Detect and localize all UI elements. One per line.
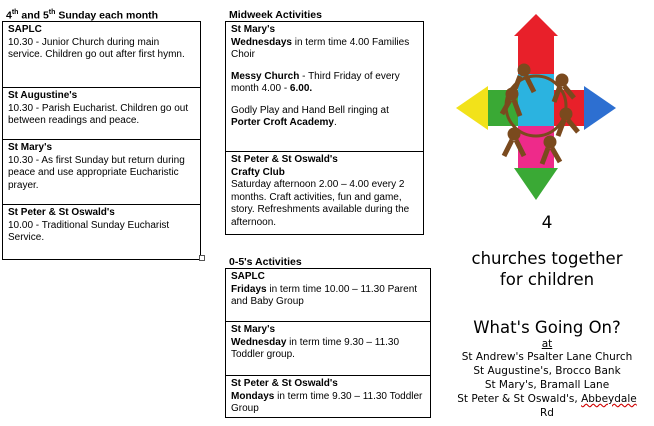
under5-entry — [226, 376, 430, 418]
sunday-entry — [3, 205, 200, 260]
activity-label: Messy Church — [231, 70, 300, 82]
entry-detail: in term time 9.30 – 11.30 Toddler group. — [231, 336, 400, 360]
time-label: 6.00. — [289, 83, 313, 94]
heading-sup: th — [11, 9, 19, 16]
at-label: at — [541, 338, 553, 350]
day-label: Mondays — [231, 390, 275, 402]
entry-title: St Peter & St Oswald's — [8, 207, 115, 218]
entry-text: 10.00 - Traditional Sunday Eucharist Service. — [8, 219, 170, 243]
logo-figure-head — [508, 128, 520, 140]
midweek-heading: Midweek Activities — [229, 9, 322, 21]
sunday-entry — [3, 22, 200, 88]
under5-entry — [226, 269, 430, 322]
entry-text — [231, 37, 419, 62]
logo-figure-head — [556, 74, 568, 86]
sunday-entry — [3, 140, 200, 205]
entry-title: St Peter & St Oswald's — [231, 378, 338, 389]
day-label: Wednesday — [231, 336, 287, 348]
entry-title: SAPLC — [8, 24, 42, 35]
entry-text — [231, 105, 419, 130]
entry-text — [231, 391, 426, 416]
entry-text: 10.30 - As first Sunday but return during peace and use appropriate Eucharistic prayer. — [8, 154, 185, 191]
under5-table — [225, 268, 431, 418]
sunday-heading — [6, 9, 158, 22]
tagline-line: churches together — [471, 249, 623, 268]
entry-detail: in term time 9.30 – 11.30 Toddler Group — [231, 390, 423, 414]
venue-label: Porter Croft Academy — [231, 117, 334, 128]
logo-center-block — [518, 74, 554, 126]
midweek-entry — [226, 152, 423, 235]
entry-text: 10.30 - Parish Eucharist. Children go out between readings and peace. — [8, 102, 189, 126]
church-list — [440, 350, 654, 420]
logo-left-arrow — [456, 86, 488, 130]
heading-sup: th — [48, 9, 56, 16]
entry-title: SAPLC — [231, 271, 265, 282]
entry-title: St Mary's — [231, 24, 276, 35]
heading-post: Sunday each month — [55, 9, 159, 22]
logo-figure-head — [544, 136, 556, 148]
midweek-table — [225, 21, 424, 235]
sunday-table — [2, 21, 201, 260]
entry-text: Saturday afternoon 2.00 – 4.00 every 2 months. Craft activities, fun and game, story. Refreshments available during the afternoon. — [231, 179, 410, 228]
midweek-entry — [226, 22, 423, 152]
entry-title: St Augustine's — [8, 90, 78, 101]
entry-text — [231, 71, 419, 96]
churches-count: 4 — [541, 213, 553, 233]
spellcheck-word: Abbeydale — [581, 393, 637, 405]
church-name: St Augustine's, Brocco Bank — [473, 365, 621, 377]
entry-detail: in term time 10.00 – 11.30 Parent and Baby Group — [231, 283, 418, 307]
entry-title: St Mary's — [8, 142, 53, 153]
whats-going-on-title: What's Going On? — [473, 318, 621, 337]
entry-subtitle: Crafty Club — [231, 166, 285, 178]
entry-detail: - Third Friday of every month 4.00 - — [231, 70, 400, 94]
heading-mid: and 5 — [18, 9, 49, 22]
tagline-line: for children — [499, 270, 595, 289]
table-resize-handle[interactable] — [199, 255, 205, 261]
logo-figure-head — [518, 64, 530, 76]
church-name — [440, 392, 654, 420]
church-name: St Mary's, Bramall Lane — [484, 379, 610, 391]
entry-text — [231, 337, 426, 362]
entry-title: St Mary's — [231, 324, 276, 335]
logo-right-arrow — [584, 86, 616, 130]
church-name: St Andrew's Psalter Lane Church — [461, 351, 633, 363]
entry-text: 10.30 - Junior Church during main service. Children go out after first hymn. — [8, 36, 185, 60]
day-label: Wednesdays — [231, 36, 292, 48]
logo-figure-head — [560, 108, 572, 120]
tagline — [440, 248, 654, 290]
entry-detail: Godly Play and Hand Bell ringing at — [231, 104, 389, 116]
church-name-part: St Peter & St Oswald's, — [457, 393, 582, 405]
church-name-part: Rd — [540, 407, 554, 419]
under5-heading: 0-5's Activities — [229, 256, 302, 268]
entry-title: St Peter & St Oswald's — [231, 154, 338, 165]
sunday-entry — [3, 88, 200, 140]
entry-detail: . — [334, 117, 337, 128]
day-label: Fridays — [231, 283, 267, 295]
entry-detail: in term time 4.00 Families Choir — [231, 36, 410, 60]
logo-bottom-arrow — [514, 168, 558, 200]
churches-together-logo — [454, 10, 618, 202]
logo-top-arrow — [514, 14, 558, 36]
entry-text — [231, 284, 426, 309]
under5-entry — [226, 322, 430, 376]
heading-num: 4 — [6, 9, 12, 22]
